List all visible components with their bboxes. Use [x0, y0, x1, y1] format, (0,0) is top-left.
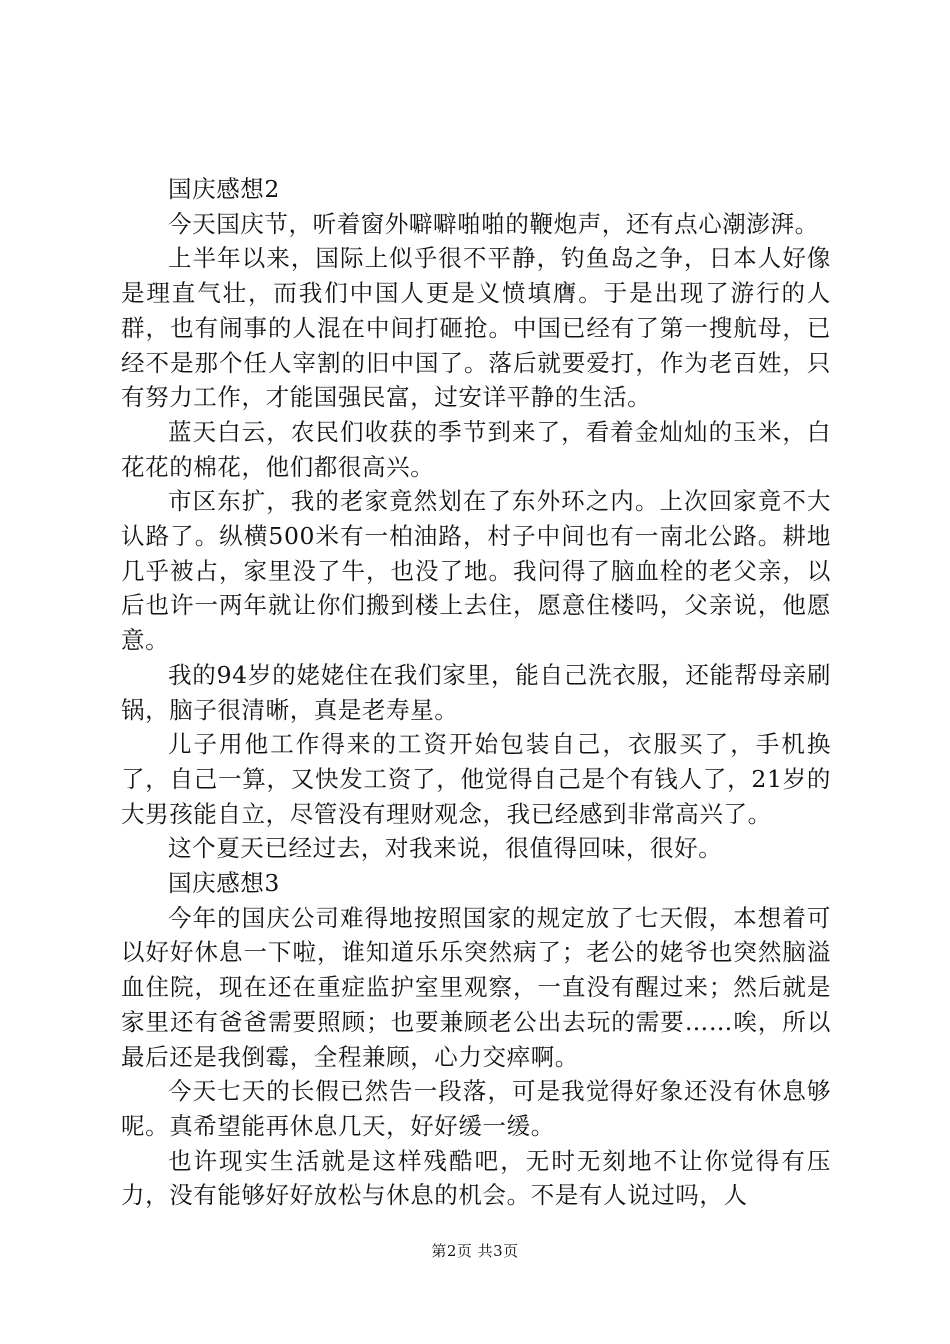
- paragraph: 今天国庆节，听着窗外噼噼啪啪的鞭炮声，还有点心潮澎湃。: [168, 209, 819, 238]
- paragraph: 我的94岁的姥姥住在我们家里，能自己洗衣服，还能帮母亲刷锅，脑子很清晰，真是老寿星。: [121, 660, 831, 724]
- page-footer: 第2页 共3页: [431, 1242, 519, 1260]
- paragraph: 上半年以来，国际上似乎很不平静，钓鱼岛之争，日本人好像是理直气壮，而我们中国人更是义愤填膺。于是出现了游行的人群，也有闹事的人混在中间打砸抢。中国已经有了第一搜航母，已经不是那个任人宰割的旧中国了。落后就要爱打，作为老百姓，只有努力工作，才能国强民富，过安详平静的生活。: [121, 244, 831, 412]
- section-heading: 国庆感想3: [168, 869, 280, 898]
- paragraph: 蓝天白云，农民们收获的季节到来了，看着金灿灿的玉米，白花花的棉花，他们都很高兴。: [121, 417, 831, 481]
- paragraph: 市区东扩，我的老家竟然划在了东外环之内。上次回家竟不大认路了。纵横500米有一柏油路，村子中间也有一南北公路。耕地几乎被占，家里没了牛，也没了地。我问得了脑血栓的老父亲，以后也许一两年就让你们搬到楼上去住，愿意住楼吗，父亲说，他愿意。: [121, 487, 831, 655]
- section-heading: 国庆感想2: [168, 175, 280, 203]
- paragraph: 也许现实生活就是这样残酷吧，无时无刻地不让你觉得有压力，没有能够好好放松与休息的机会。不是有人说过吗，人: [121, 1146, 831, 1210]
- paragraph: 儿子用他工作得来的工资开始包装自己，衣服买了，手机换了，自己一算，又快发工资了，他觉得自己是个有钱人了，21岁的大男孩能自立，尽管没有理财观念，我已经感到非常高兴了。: [121, 730, 831, 828]
- paragraph: 今天七天的长假已然告一段落，可是我觉得好象还没有休息够呢。真希望能再休息几天，好好缓一缓。: [121, 1077, 831, 1140]
- paragraph: 这个夏天已经过去，对我来说，很值得回味，很好。: [168, 834, 723, 863]
- document-body: [121, 172, 831, 1213]
- paragraph: 今年的国庆公司难得地按照国家的规定放了七天假，本想着可以好好休息一下啦，谁知道乐乐突然病了；老公的姥爷也突然脑溢血住院，现在还在重症监护室里观察，一直没有醒过来；然后就是家里还有爸爸需要照顾；也要兼顾老公出去玩的需要……唉，所以最后还是我倒霉，全程兼顾，心力交瘁啊。: [121, 903, 831, 1071]
